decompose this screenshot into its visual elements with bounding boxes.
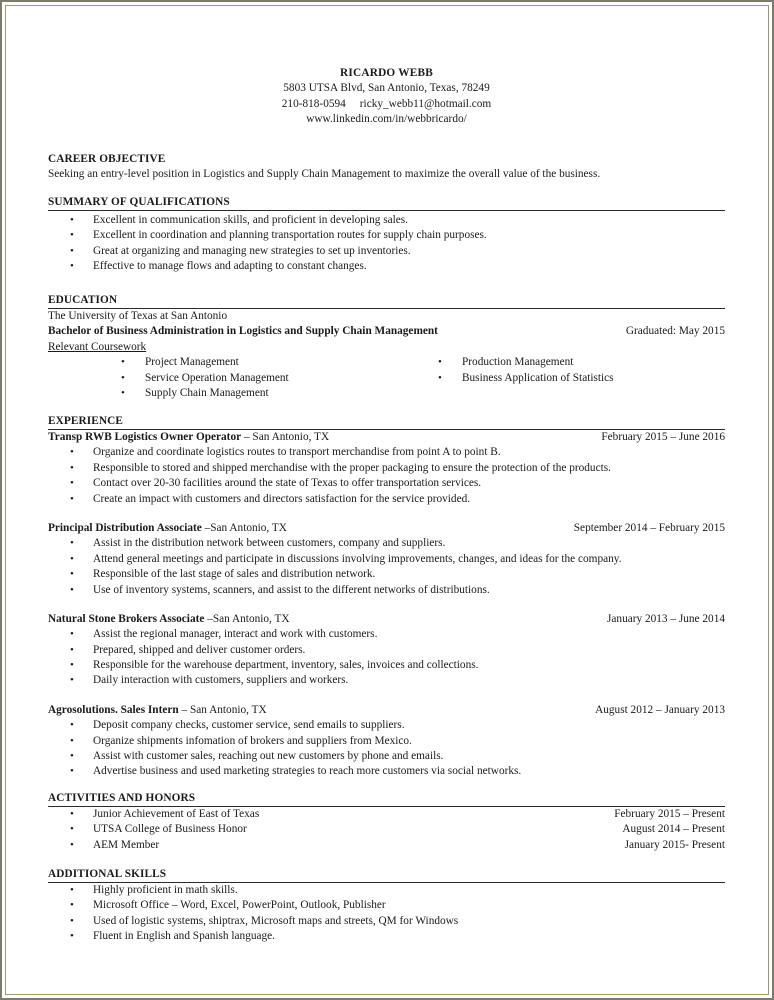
section-title: ACTIVITIES AND HONORS <box>48 790 725 807</box>
job-dates: September 2014 – February 2015 <box>573 521 725 534</box>
section-title: EDUCATION <box>48 292 725 309</box>
job-title: Natural Stone Brokers Associate <box>48 612 205 625</box>
job-title: Principal Distribution Associate <box>48 521 202 534</box>
list-item: • Responsible of the last stage of sales and distribution network. <box>48 567 725 582</box>
school-name: The University of Texas at San Antonio <box>48 310 228 322</box>
list-item <box>48 822 725 837</box>
activity-name: • Junior Achievement of East of Texas <box>93 808 260 820</box>
phone: 210-818-0594 <box>281 97 346 110</box>
job-title: Transp RWB Logistics Owner Operator <box>48 431 242 443</box>
degree-row <box>48 324 725 339</box>
job-header <box>48 703 725 718</box>
job-entry <box>48 521 725 598</box>
job-header <box>48 521 725 536</box>
job-dates: August 2012 – January 2013 <box>595 703 725 716</box>
activity-dates: August 2014 – Present <box>622 823 725 836</box>
job-dates: January 2013 – June 2014 <box>607 612 725 625</box>
job-duties <box>48 536 725 598</box>
job-location: –San Antonio, TX <box>201 521 287 534</box>
list-item: • Attend general meetings and participate in discussions involving improvements, changes, and ideas for the company. <box>48 552 725 567</box>
list-item: • Excellent in coordination and planning transportation routes for supply chain purposes. <box>48 228 725 243</box>
skills-list <box>48 883 725 945</box>
section-title: EXPERIENCE <box>48 413 725 430</box>
education-section <box>48 292 725 401</box>
section-title: SUMMARY OF QUALIFICATIONS <box>48 194 725 211</box>
resume-header <box>48 66 725 128</box>
activity-dates: February 2015 – Present <box>614 808 725 820</box>
activity-dates: January 2015- Present <box>624 838 725 851</box>
job-location: –San Antonio, TX <box>204 612 290 625</box>
activity-name: • UTSA College of Business Honor <box>93 823 247 836</box>
list-item: • Responsible to stored and shipped merchandise with the proper packaging to ensure the protection of the products. <box>48 461 725 476</box>
coursework-grid <box>48 355 725 401</box>
course-item: • Project Management <box>48 355 438 370</box>
list-item: • Assist with customer sales, reaching out new customers by phone and emails. <box>48 749 725 764</box>
section-title: CAREER OBJECTIVE <box>48 153 166 165</box>
list-item: • Organize and coordinate logistics routes to transport merchandise from point A to point B. <box>48 445 725 460</box>
job-title: Agrosolutions. Sales Intern <box>48 703 179 716</box>
applicant-name: RICARDO WEBB <box>340 67 433 79</box>
activity-name: • AEM Member <box>93 838 160 851</box>
list-item: • Daily interaction with customers, suppliers and workers. <box>48 673 725 688</box>
list-item: • Used of logistic systems, shiptrax, Microsoft maps and streets, QM for Windows <box>48 914 725 929</box>
list-item: • Great at organizing and managing new strategies to set up inventories. <box>48 244 725 259</box>
job-entry <box>48 430 725 507</box>
job-header <box>48 430 725 445</box>
experience-section <box>48 413 725 780</box>
list-item: • Contact over 20-30 facilities around the state of Texas to offer transportation services. <box>48 476 725 491</box>
course-item: • Production Management <box>438 355 718 370</box>
contact-line <box>48 97 725 112</box>
career-objective-section <box>48 151 725 182</box>
list-item <box>48 807 725 822</box>
coursework-label: Relevant Coursework <box>48 340 147 353</box>
graduation-date: Graduated: May 2015 <box>625 325 725 338</box>
list-item: • Create an impact with customers and directors satisfaction for the service provided. <box>48 492 725 507</box>
objective-text: Seeking an entry-level position in Logistics and Supply Chain Management to maximize the overall value of the business. <box>48 168 601 180</box>
list-item <box>48 838 725 853</box>
list-item: • Organize shipments infomation of brokers and suppliers from Mexico. <box>48 734 725 749</box>
list-item: • Fluent in English and Spanish language. <box>48 929 725 944</box>
skills-section <box>48 866 725 945</box>
list-item: • Effective to manage flows and adapting to constant changes. <box>48 259 725 274</box>
list-item: • Advertise business and used marketing strategies to reach more customers via social networks. <box>48 764 725 779</box>
job-location: – San Antonio, TX <box>241 431 330 443</box>
section-title: ADDITIONAL SKILLS <box>48 866 725 883</box>
address: 5803 UTSA Blvd, San Antonio, Texas, 78249 <box>283 82 490 95</box>
email-link[interactable]: ricky_webb11@hotmail.com <box>359 97 492 110</box>
course-item: • Business Application of Statistics <box>438 371 718 386</box>
job-duties <box>48 718 725 780</box>
job-duties <box>48 445 725 507</box>
job-entry <box>48 612 725 689</box>
list-item: • Assist the regional manager, interact and work with customers. <box>48 627 725 642</box>
list-item: • Use of inventory systems, scanners, and assist to the different networks of distributions. <box>48 583 725 598</box>
degree: Bachelor of Business Administration in Logistics and Supply Chain Management <box>48 325 438 338</box>
job-entry <box>48 703 725 780</box>
coursework-right <box>438 355 718 401</box>
job-duties <box>48 627 725 689</box>
activities-list <box>48 807 725 853</box>
list-item: • Prepared, shipped and deliver customer orders. <box>48 643 725 658</box>
course-item: • Service Operation Management <box>48 371 438 386</box>
job-header <box>48 612 725 627</box>
list-item: • Excellent in communication skills, and proficient in developing sales. <box>48 213 725 228</box>
list-item: • Responsible for the warehouse department, inventory, sales, invoices and collections. <box>48 658 725 673</box>
summary-section <box>48 194 725 275</box>
list-item: • Assist in the distribution network between customers, company and suppliers. <box>48 536 725 551</box>
list-item: • Highly proficient in math skills. <box>48 883 725 898</box>
list-item: • Microsoft Office – Word, Excel, PowerPoint, Outlook, Publisher <box>48 898 725 913</box>
coursework-left <box>48 355 438 401</box>
course-item: • Supply Chain Management <box>48 386 438 401</box>
linkedin-link[interactable]: www.linkedin.com/in/webbricardo/ <box>306 113 467 126</box>
job-location: – San Antonio, TX <box>178 703 267 716</box>
summary-list <box>48 213 725 275</box>
job-dates: February 2015 – June 2016 <box>601 431 725 443</box>
activities-section <box>48 790 725 853</box>
list-item: • Deposit company checks, customer service, send emails to suppliers. <box>48 718 725 733</box>
